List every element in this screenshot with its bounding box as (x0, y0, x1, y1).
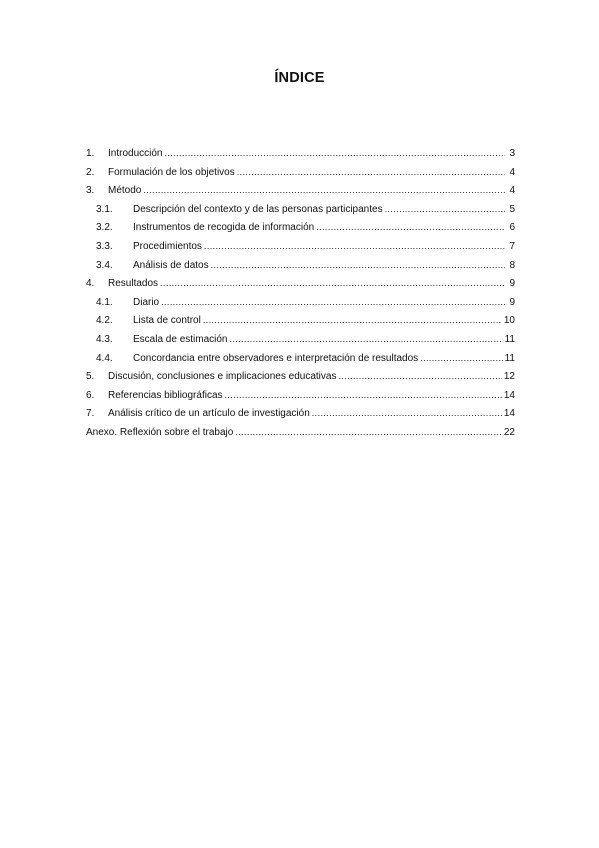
table-of-contents (86, 144, 515, 442)
toc-entry-page-number: 11 (504, 352, 515, 364)
toc-entry-label: Introducción (108, 148, 163, 159)
toc-dot-leader (237, 163, 505, 182)
toc-entry[interactable] (86, 404, 515, 423)
toc-dot-leader (203, 311, 502, 330)
toc-entry[interactable] (86, 293, 515, 312)
toc-entry[interactable] (86, 274, 515, 293)
toc-entry[interactable] (86, 181, 515, 200)
toc-entry-number: 7. (86, 408, 95, 420)
toc-entry-number: 2. (86, 166, 95, 178)
toc-entry[interactable] (86, 237, 515, 256)
toc-entry-label: Instrumentos de recogida de información (133, 222, 315, 234)
toc-dot-leader (316, 218, 505, 237)
toc-entry[interactable] (86, 256, 515, 275)
toc-entry-page-number: 22 (503, 426, 515, 438)
toc-entry-page-number: 8 (509, 259, 515, 271)
toc-dot-leader (161, 293, 505, 312)
toc-dot-leader (160, 274, 505, 293)
toc-entry-label: Lista de control (133, 315, 201, 327)
toc-entry[interactable] (86, 386, 515, 405)
toc-entry-label: Procedimientos (133, 240, 202, 252)
toc-entry-page-number: 4 (509, 166, 515, 178)
toc-entry-label: Resultados (108, 278, 159, 290)
toc-dot-leader (164, 144, 505, 163)
toc-entry[interactable] (86, 367, 515, 386)
toc-entry-number: 4.2. (96, 315, 113, 327)
toc-entry[interactable] (86, 144, 515, 163)
toc-entry-number: 5. (86, 371, 95, 383)
toc-dot-leader (204, 237, 505, 256)
toc-entry-label: Anexo. Reflexión sobre el trabajo (86, 426, 234, 438)
toc-entry[interactable] (86, 311, 515, 330)
toc-entry-number: 3.2. (96, 222, 113, 234)
toc-entry-page-number: 10 (503, 315, 515, 327)
toc-entry[interactable] (86, 218, 515, 237)
toc-entry-page-number: 3 (509, 148, 515, 159)
toc-dot-leader (235, 423, 502, 442)
toc-entry-number: 4. (86, 278, 95, 290)
toc-entry-number: 6. (86, 389, 95, 401)
toc-entry-page-number: 14 (503, 408, 515, 420)
toc-entry-label: Descripción del contexto y de las personas participantes (133, 203, 383, 215)
toc-dot-leader (312, 404, 502, 423)
page-title: ÍNDICE (274, 70, 325, 86)
toc-entry-page-number: 6 (509, 222, 515, 234)
toc-entry-label: Análisis crítico de un artículo de investigación (108, 408, 310, 420)
toc-entry-label: Método (108, 185, 142, 197)
toc-entry[interactable] (86, 200, 515, 219)
toc-entry-label: Discusión, conclusiones e implicaciones educativas (108, 371, 337, 383)
toc-entry[interactable] (86, 330, 515, 349)
toc-entry-label: Análisis de datos (133, 259, 209, 271)
toc-entry-page-number: 7 (509, 240, 515, 252)
toc-entry-page-number: 5 (509, 203, 515, 215)
toc-entry-number: 3.1. (96, 203, 113, 215)
toc-entry-page-number: 9 (509, 278, 515, 290)
toc-entry-label: Formulación de los objetivos (108, 166, 235, 178)
toc-entry-page-number: 14 (503, 389, 515, 401)
toc-entry-label: Escala de estimación (133, 333, 228, 345)
toc-entry-page-number: 12 (503, 371, 515, 383)
toc-entry-number: 4.3. (96, 333, 113, 345)
toc-entry-page-number: 11 (504, 333, 515, 345)
toc-entry-label: Concordancia entre observadores e interpretación de resultados (133, 352, 419, 364)
toc-entry-number: 3. (86, 185, 95, 197)
toc-entry-number: 1. (86, 148, 95, 159)
toc-dot-leader (385, 200, 505, 219)
toc-entry[interactable] (86, 163, 515, 182)
toc-entry-number: 4.4. (96, 352, 113, 364)
toc-dot-leader (338, 367, 501, 386)
toc-entry-page-number: 9 (509, 296, 515, 308)
toc-entry-number: 4.1. (96, 296, 113, 308)
toc-dot-leader (143, 181, 505, 200)
toc-entry-label: Referencias bibliográficas (108, 389, 223, 401)
toc-entry-label: Diario (133, 296, 160, 308)
toc-entry-page-number: 4 (509, 185, 515, 197)
toc-dot-leader (211, 256, 505, 275)
toc-entry[interactable] (86, 349, 515, 368)
toc-dot-leader (225, 386, 502, 405)
toc-entry-number: 3.4. (96, 259, 113, 271)
toc-dot-leader (420, 349, 502, 368)
toc-entry[interactable] (86, 423, 515, 442)
toc-dot-leader (230, 330, 503, 349)
toc-entry-number: 3.3. (96, 240, 113, 252)
